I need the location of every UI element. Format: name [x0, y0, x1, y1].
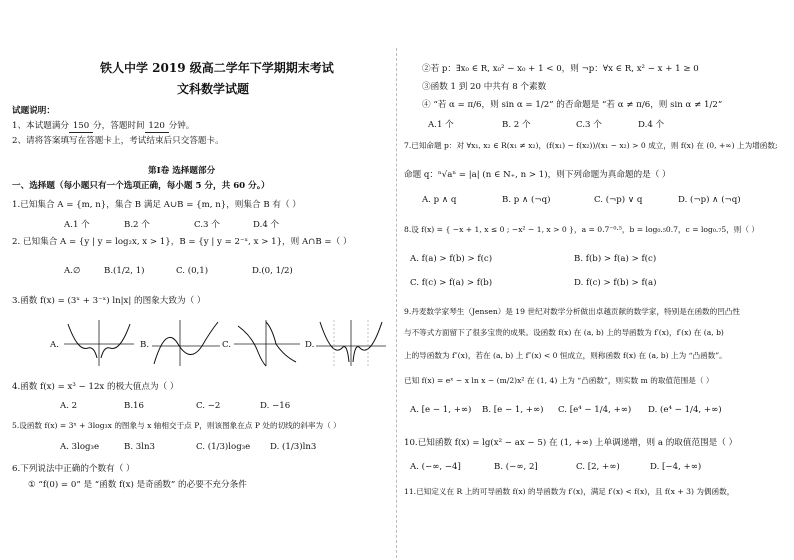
q2-option-a: A.∅	[64, 266, 81, 276]
duration: 120	[145, 121, 169, 133]
q7-option-b: B. p ∧ (¬q)	[502, 195, 551, 205]
q1-stem: 1.已知集合 A = {m, n}，集合 B 满足 A∪B = {m, n}，则集合 B 有（ ）	[12, 200, 301, 210]
q8-option-b: B. f(b) > f(a) > f(c)	[574, 254, 657, 264]
q5-stem: 5.设函数 f(x) = 3ˣ + 3log₃x 的图象与 x 轴相交于点 P，则该图象在点 P 处的切线的斜率为（ ）	[12, 421, 341, 430]
q3-graph-b	[150, 318, 222, 368]
instructions-line-1	[12, 121, 194, 133]
q7-option-c: C. (¬p) ∨ q	[594, 195, 643, 205]
q3-option-b: B.	[140, 340, 150, 350]
q6-item-4: ④ “若 α = π/6，则 sin α = 1/2” 的否命题是 “若 α ≠ π/6，则 sin α ≠ 1/2”	[422, 100, 723, 110]
full-score: 150	[69, 121, 93, 133]
q6-item-1: ① “f(0) = 0” 是 “函数 f(x) 是奇函数” 的必要不充分条件	[28, 480, 247, 490]
q6-item-3: ③函数 1 到 20 中共有 8 个素数	[422, 82, 547, 92]
q6-stem: 6.下列说法中正确的个数有（ ）	[12, 464, 135, 474]
q3-stem: 3.函数 f(x) = (3ˣ + 3⁻ˣ) ln|x| 的图象大致为（ ）	[12, 296, 206, 306]
q1-option-c: C.3 个	[194, 220, 220, 230]
right-column	[398, 0, 794, 560]
q6-option-a: A.1 个	[428, 120, 454, 130]
q1-option-d: D.4 个	[253, 220, 280, 230]
q2-option-c: C. (0,1)	[176, 266, 209, 276]
q3-graph-d	[314, 318, 388, 368]
q9-option-a: A. [e − 1, +∞)	[410, 405, 472, 415]
q4-option-a: A. 2	[60, 401, 78, 411]
q1-option-b: B.2 个	[124, 220, 150, 230]
q10-option-c: C. [2, +∞)	[576, 462, 620, 472]
q2-stem: 2. 已知集合 A = {y | y = log₂x, x > 1}，B = {y | y = 2⁻ˣ, x > 1}，则 A∩B =（ ）	[12, 237, 352, 247]
q6-option-b: B. 2 个	[502, 120, 531, 130]
q6-option-d: D.4 个	[638, 120, 665, 130]
instructions-text: 分，答题时间	[93, 121, 145, 131]
q2-option-b: B.(1/2, 1)	[104, 266, 145, 276]
q6-item-2: ②若 p：∃x₀ ∈ R, x₀² − x₀ + 1 < 0，则 ¬p：∀x ∈ R, x² − x + 1 ≥ 0	[422, 64, 699, 74]
q5-option-a: A. 3log₃e	[60, 442, 100, 452]
q3-graph-a	[62, 318, 136, 368]
q3-graph-c	[232, 318, 302, 368]
q8-option-d: D. f(c) > f(b) > f(a)	[574, 278, 657, 288]
left-column	[0, 0, 395, 560]
q1-option-a: A.1 个	[64, 220, 90, 230]
q9-line-3: 上的导函数为 f″(x)，若在 (a, b) 上 f″(x) < 0 恒成立，则称函数 f(x) 在 (a, b) 上为 “凸函数”。	[404, 351, 727, 360]
school-title: 铁人中学 2019 级高二学年下学期期末考试	[100, 61, 334, 75]
q3-option-a: A.	[50, 340, 59, 350]
q4-option-c: C. −2	[196, 401, 221, 411]
q9-line-1: 9.丹麦数学家琴生（Jensen）是 19 世纪对数学分析做出卓越贡献的数学家，特别是在函数的凹凸性	[404, 307, 741, 316]
q3-option-d: D.	[305, 340, 315, 350]
q4-option-d: D. −16	[260, 401, 291, 411]
part-title: 一、选择题（每小题只有一个选项正确，每小题 5 分，共 60 分。）	[12, 181, 270, 191]
q9-option-b: B. [e − 1, +∞)	[482, 405, 544, 415]
q6-option-c: C.3 个	[576, 120, 602, 130]
q9-line-4: 已知 f(x) = eˣ − x ln x − (m/2)x² 在 (1, 4) 上为 “凸函数”，则实数 m 的取值范围是（ ）	[404, 376, 714, 385]
q3-option-c: C.	[222, 340, 232, 350]
q9-option-c: C. [e⁴ − 1/4, +∞)	[558, 405, 632, 415]
q4-option-b: B.16	[124, 401, 144, 411]
volume-title: 第Ⅰ卷 选择题部分	[148, 166, 216, 176]
instructions-text: 1、本试题满分	[12, 121, 70, 131]
q11-stem: 11.已知定义在 R 上的可导函数 f(x) 的导函数为 f′(x)，满足 f′(x) < f(x)，且 f(x + 3) 为偶函数，	[404, 487, 735, 496]
q4-stem: 4.函数 f(x) = x³ − 12x 的极大值点为（ ）	[12, 382, 179, 392]
column-divider	[396, 48, 397, 558]
instructions-heading: 试题说明：	[12, 106, 55, 116]
q7-stem-line-1: 7.已知命题 p：对 ∀x₁, x₂ ∈ R(x₁ ≠ x₂)，(f(x₁) − f(x₂))/(x₁ − x₂) > 0 成立，则 f(x) 在 (0, +∞) 上为增函数;	[404, 141, 778, 150]
q10-option-b: B. (−∞, 2]	[494, 462, 538, 472]
q10-option-d: D. [−4, +∞)	[650, 462, 702, 472]
q5-option-b: B. 3ln3	[124, 442, 155, 452]
q7-option-a: A. p ∧ q	[422, 195, 457, 205]
q8-option-c: C. f(c) > f(a) > f(b)	[410, 278, 493, 288]
q7-option-d: D. (¬p) ∧ (¬q)	[678, 195, 741, 205]
q10-stem: 10.已知函数 f(x) = lg(x² − ax − 5) 在 (1, +∞) 上单调递增，则 a 的取值范围是（ ）	[404, 438, 738, 448]
q9-option-d: D. (e⁴ − 1/4, +∞)	[648, 405, 722, 415]
q2-option-d: D.(0, 1/2)	[252, 266, 293, 276]
instructions-line-2: 2、请将答案填写在答题卡上，考试结束后只交答题卡。	[12, 136, 224, 146]
q8-option-a: A. f(a) > f(b) > f(c)	[410, 254, 493, 264]
instructions-text: 分钟。	[168, 121, 195, 131]
q8-stem: 8.设 f(x) = { −x + 1, x ≤ 0 ; −x² − 1, x > 0 }，a = 0.7⁻⁰·⁵，b = log₀.₅0.7，c = log₀.₇5，则（ ）	[404, 225, 759, 234]
q9-line-2: 与不等式方面留下了很多宝贵的成果。设函数 f(x) 在 (a, b) 上的导函数为 f′(x)，f′(x) 在 (a, b)	[404, 328, 724, 337]
q10-option-a: A. (−∞, −4]	[410, 462, 461, 472]
q5-option-d: D. (1/3)ln3	[270, 442, 317, 452]
q7-stem-line-2: 命题 q：ⁿ√aⁿ = |a| (n ∈ N₊, n > 1)，则下列命题为真命题的是（ ）	[404, 170, 671, 180]
subject-title: 文科数学试题	[177, 82, 250, 96]
q5-option-c: C. (1/3)log₃e	[196, 442, 251, 452]
